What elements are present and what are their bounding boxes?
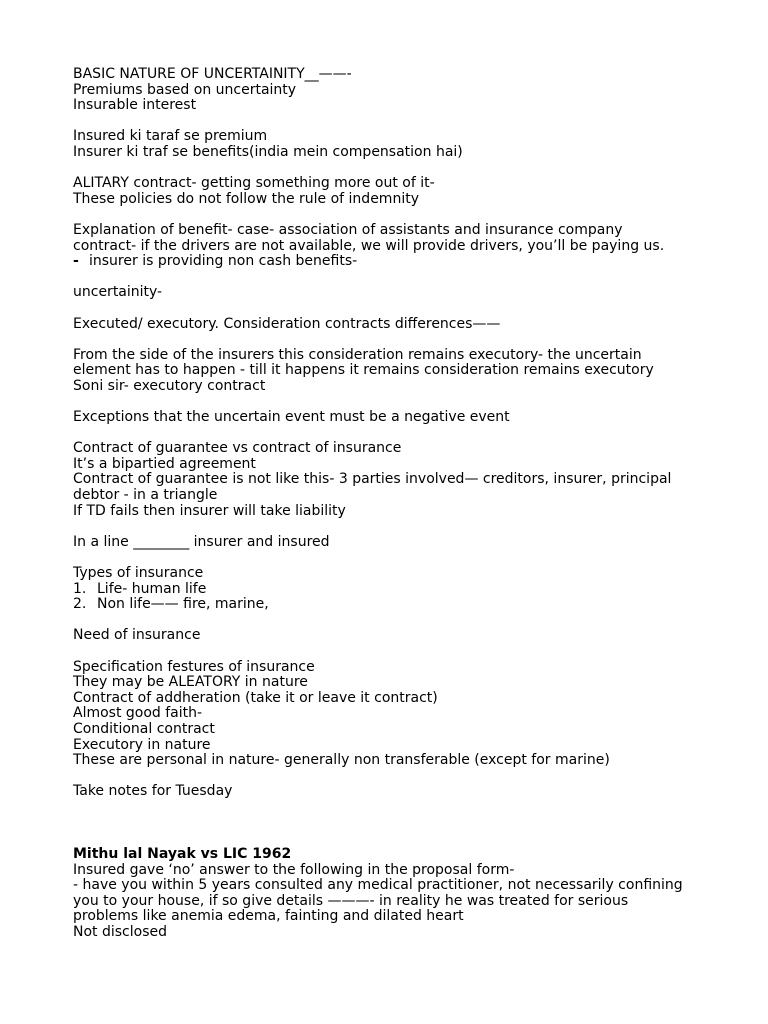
case-heading: Mithu lal Nayak vs LIC 1962: [73, 845, 292, 862]
text-line: Insurer ki traf se benefits(india mein compensation hai): [73, 143, 463, 160]
text-line: It’s a bipartied agreement: [73, 455, 256, 472]
text-line: Premiums based on uncertainty: [73, 81, 297, 98]
blank-line: [73, 270, 703, 286]
text-line: Take notes for Tuesday: [73, 783, 233, 800]
blank-line: [73, 301, 703, 317]
text-line: Types of insurance: [73, 565, 204, 581]
blank-line: [73, 550, 703, 566]
list-number: 2.: [73, 596, 87, 613]
blank-line: [73, 332, 703, 348]
text-line: Specification festures of insurance: [73, 658, 315, 675]
text-line: Contract of guarantee vs contract of insurance: [73, 440, 402, 457]
text-line: If TD fails then insurer will take liability: [73, 502, 346, 519]
text-line: These are personal in nature- generally non transferable (except for marine): [73, 752, 610, 769]
text-line: you to your house, if so give details ———- in reality he was treated for serious: [73, 892, 629, 909]
blank-line: [73, 613, 703, 629]
text-line: From the side of the insurers this consideration remains executory- the uncertain: [73, 346, 642, 363]
text-line: uncertainity-: [73, 284, 163, 301]
text-line: ALITARY contract- getting something more out of it-: [73, 175, 435, 192]
text-line: Insurable interest: [73, 97, 197, 114]
text-line: Need of insurance: [73, 627, 201, 644]
text-line: Insured ki taraf se premium: [73, 128, 268, 145]
dash-bullet-icon: -: [73, 253, 79, 270]
text-line: Exceptions that the uncertain event must be a negative event: [73, 409, 510, 426]
text-line: They may be ALEATORY in nature: [73, 674, 308, 691]
list-item-text: Life- human life: [97, 580, 207, 597]
text-line: Insured gave ‘no’ answer to the following in the proposal form-: [73, 861, 515, 878]
text-line: Soni sir- executory contract: [73, 377, 266, 394]
text-line: problems like anemia edema, fainting and dilated heart: [73, 908, 464, 925]
text-line: element has to happen - till it happens it remains consideration remains executory: [73, 362, 654, 379]
blank-line: [73, 644, 703, 660]
text-line: Executed/ executory. Consideration contracts differences——: [73, 315, 501, 332]
numbered-list-item: [73, 582, 703, 598]
list-number: 1.: [73, 580, 87, 597]
blank-line: [73, 207, 703, 223]
bullet-text: insurer is providing non cash benefits-: [89, 253, 358, 270]
text-line: Almost good faith-: [73, 705, 203, 722]
text-line: Executory in nature: [73, 736, 211, 753]
text-line: Contract of guarantee is not like this- 3 parties involved— creditors, insurer, principal: [73, 471, 672, 488]
text-line: Contract of addheration (take it or leave it contract): [73, 689, 438, 706]
blank-line: [73, 426, 703, 442]
blank-gap: [73, 800, 703, 847]
text-line: - have you within 5 years consulted any medical practitioner, not necessarily confining: [73, 877, 683, 894]
blank-line: [73, 114, 703, 130]
text-line: In a line ________ insurer and insured: [73, 533, 330, 550]
text-line: Not disclosed: [73, 923, 167, 940]
document-page: [73, 67, 703, 940]
numbered-list-item: [73, 597, 703, 613]
text-line: Conditional contract: [73, 720, 215, 737]
text-line: debtor - in a triangle: [73, 487, 218, 504]
section-heading: BASIC NATURE OF UNCERTAINITY__——-: [73, 66, 352, 82]
list-item-text: Non life—— fire, marine,: [97, 596, 269, 613]
blank-line: [73, 519, 703, 535]
text-line: These policies do not follow the rule of indemnity: [73, 190, 419, 207]
dash-bullet-item: [73, 254, 703, 270]
text-line: Explanation of benefit- case- association of assistants and insurance company: [73, 221, 623, 238]
text-line: contract- if the drivers are not available, we will provide drivers, you’ll be paying us.: [73, 237, 665, 254]
blank-line: [73, 394, 703, 410]
blank-line: [73, 769, 703, 785]
blank-line: [73, 161, 703, 177]
